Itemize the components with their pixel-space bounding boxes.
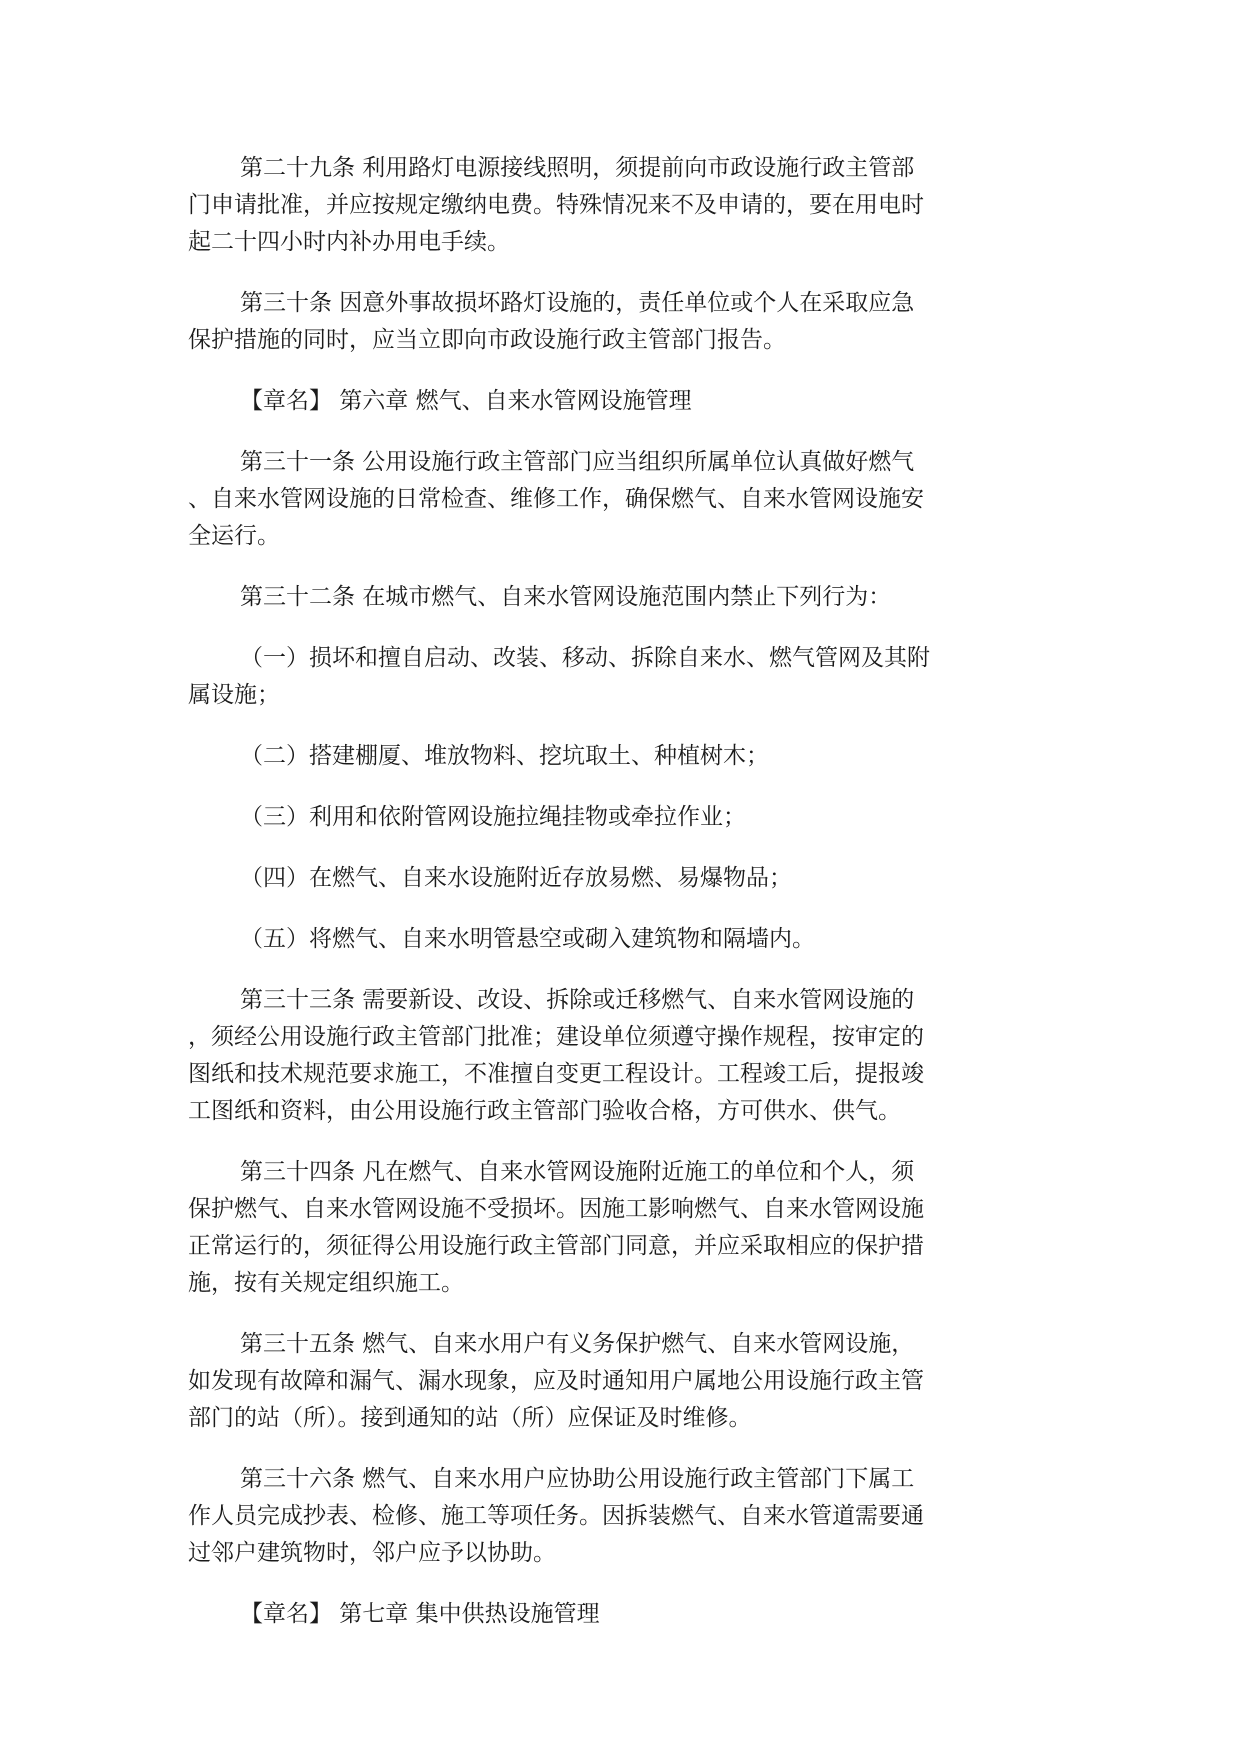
text-line: 第三十四条 凡在燃气、自来水管网设施附近施工的单位和个人，须: [240, 1159, 915, 1185]
paragraph-art32-2: [188, 738, 998, 775]
text-line: 部门的站（所）。接到通知的站（所）应保证及时维修。: [188, 1405, 752, 1431]
text-line: 图纸和技术规范要求施工，不准擅自变更工程设计。工程竣工后，提报竣: [188, 1061, 924, 1087]
text-line: 、自来水管网设施的日常检查、维修工作，确保燃气、自来水管网设施安: [188, 486, 924, 512]
text-line: 保护措施的同时，应当立即向市政设施行政主管部门报告。: [188, 327, 786, 353]
text-line: 起二十四小时内补办用电手续。: [188, 229, 510, 255]
paragraph-art36: [188, 1461, 998, 1572]
paragraph-art32-1: [188, 640, 998, 714]
text-line: 【章名】 第六章 燃气、自来水管网设施管理: [240, 388, 692, 414]
text-line: 过邻户建筑物时，邻户应予以协助。: [188, 1540, 556, 1566]
text-line: 作人员完成抄表、检修、施工等项任务。因拆装燃气、自来水管道需要通: [188, 1503, 924, 1529]
text-line: 第三十三条 需要新设、改设、拆除或迁移燃气、自来水管网设施的: [240, 987, 915, 1013]
paragraph-art31: [188, 444, 998, 555]
paragraph-art30: [188, 285, 998, 359]
text-line: 施，按有关规定组织施工。: [188, 1270, 464, 1296]
text-line: 第三十六条 燃气、自来水用户应协助公用设施行政主管部门下属工: [240, 1466, 915, 1492]
text-line: 保护燃气、自来水管网设施不受损坏。因施工影响燃气、自来水管网设施: [188, 1196, 924, 1222]
text-line: 如发现有故障和漏气、漏水现象，应及时通知用户属地公用设施行政主管: [188, 1368, 924, 1394]
paragraph-art33: [188, 982, 998, 1130]
paragraph-art35: [188, 1326, 998, 1437]
text-line: （一）损坏和擅自启动、改装、移动、拆除自来水、燃气管网及其附: [240, 645, 930, 671]
paragraph-art32-5: [188, 921, 998, 958]
text-line: 属设施；: [188, 682, 280, 708]
text-line: 第三十二条 在城市燃气、自来水管网设施范围内禁止下列行为：: [240, 584, 892, 610]
text-line: （三）利用和依附管网设施拉绳挂物或牵拉作业；: [240, 804, 746, 830]
paragraph-art29: [188, 150, 998, 261]
text-line: 第三十一条 公用设施行政主管部门应当组织所属单位认真做好燃气: [240, 449, 915, 475]
text-line: （二）搭建棚厦、堆放物料、挖坑取土、种植树木；: [240, 743, 769, 769]
text-line: （四）在燃气、自来水设施附近存放易燃、易爆物品；: [240, 865, 792, 891]
text-line: 第三十五条 燃气、自来水用户有义务保护燃气、自来水管网设施，: [240, 1331, 915, 1357]
text-line: ，须经公用设施行政主管部门批准；建设单位须遵守操作规程，按审定的: [188, 1024, 924, 1050]
paragraph-art34: [188, 1154, 998, 1302]
text-line: 第三十条 因意外事故损坏路灯设施的，责任单位或个人在采取应急: [240, 290, 915, 316]
text-line: 全运行。: [188, 523, 280, 549]
paragraph-chapter7: [188, 1596, 998, 1633]
text-line: 第二十九条 利用路灯电源接线照明，须提前向市政设施行政主管部: [240, 155, 915, 181]
paragraph-art32-4: [188, 860, 998, 897]
paragraph-art32-3: [188, 799, 998, 836]
paragraph-chapter6: [188, 383, 998, 420]
text-line: 门申请批准，并应按规定缴纳电费。特殊情况来不及申请的，要在用电时: [188, 192, 924, 218]
document-page: [188, 150, 998, 1657]
text-line: 正常运行的，须征得公用设施行政主管部门同意，并应采取相应的保护措: [188, 1233, 924, 1259]
document-body: [188, 150, 998, 1633]
text-line: 【章名】 第七章 集中供热设施管理: [240, 1601, 600, 1627]
paragraph-art32: [188, 579, 998, 616]
text-line: （五）将燃气、自来水明管悬空或砌入建筑物和隔墙内。: [240, 926, 815, 952]
text-line: 工图纸和资料，由公用设施行政主管部门验收合格，方可供水、供气。: [188, 1098, 901, 1124]
